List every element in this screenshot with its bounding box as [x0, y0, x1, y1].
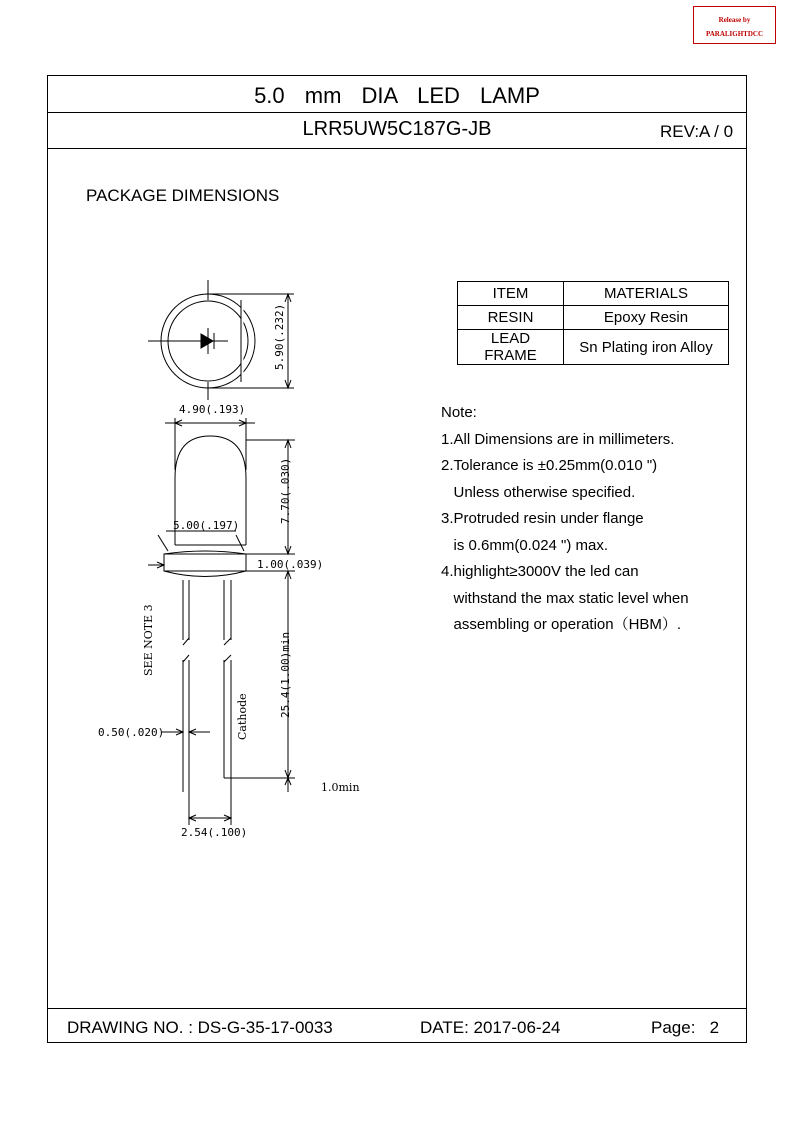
dim-lead-width: 0.50(.020): [98, 726, 165, 739]
dim-lead-bottom: 1.0min: [321, 781, 360, 794]
note-line: 2.Tolerance is ±0.25mm(0.010 "): [441, 457, 658, 474]
table-cell: RESIN: [458, 306, 564, 330]
drawing-date: DATE: 2017-06-24: [420, 1018, 561, 1037]
table-header-cell: ITEM: [458, 282, 564, 306]
dim-lead-spacing: 2.54(.100): [181, 826, 248, 839]
note-line: 4.highlight≥3000V the led can: [441, 563, 639, 580]
table-cell: Epoxy Resin: [564, 306, 729, 330]
dim-top-view-dia: 5.90(.232): [273, 303, 286, 370]
note-line: Note:: [441, 404, 477, 421]
diode-symbol-icon: [201, 334, 213, 348]
note-line: 3.Protruded resin under flange: [441, 510, 644, 527]
dim-flange-height: 1.00(.039): [257, 558, 324, 571]
note-line: assembling or operation（HBM）.: [441, 616, 682, 633]
document-title: 5.0 mm DIA LED LAMP: [254, 83, 540, 108]
note-line: 1.All Dimensions are in millimeters.: [441, 430, 675, 448]
note-line: is 0.6mm(0.024 ") max.: [441, 536, 609, 554]
table-cell: Sn Plating iron Alloy: [564, 330, 729, 365]
side-view: [148, 418, 295, 825]
dim-body-width: 4.90(.193): [179, 403, 246, 416]
section-title: PACKAGE DIMENSIONS: [86, 186, 280, 205]
dim-body-height: 7.70(.030): [279, 457, 292, 524]
drawing-number: DRAWING NO. : DS-G-35-17-0033: [67, 1018, 333, 1037]
note-line: Unless otherwise specified.: [441, 483, 636, 501]
dim-lead-length: 25.4(1.00)min: [279, 631, 292, 718]
dim-flange-width: 5.00(.197): [173, 519, 240, 532]
cathode-label: Cathode: [236, 693, 249, 740]
stamp-line-2: PARALIGHTDCC: [705, 30, 764, 38]
page-number: Page: 2: [651, 1018, 720, 1037]
table-cell: LEAD FRAME: [458, 330, 564, 365]
part-number: LRR5UW5C187G-JB: [302, 118, 492, 140]
see-note-label: SEE NOTE 3: [142, 604, 155, 676]
stamp-line-1: Release by: [718, 16, 751, 24]
table-header-cell: MATERIALS: [564, 282, 729, 306]
revision: REV:A / 0: [660, 122, 734, 141]
note-line: withstand the max static level when: [441, 589, 689, 607]
